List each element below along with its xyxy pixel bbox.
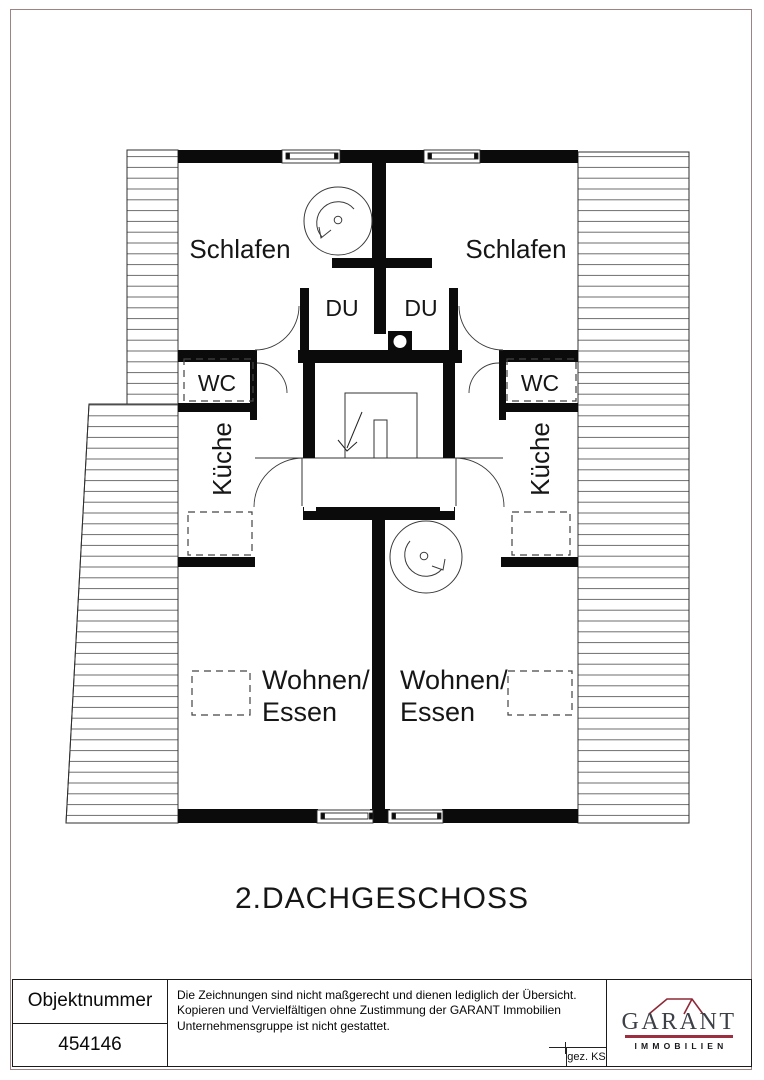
stairwell-bottom-wall <box>303 507 455 520</box>
door-arcs <box>254 306 504 507</box>
room-label-wohnen-right-1: Wohnen/ <box>400 665 508 695</box>
logo-name: GARANT <box>621 1009 737 1036</box>
roof-hatch-right <box>578 152 689 823</box>
room-label-wc-left: WC <box>197 370 237 396</box>
room-label-du-right: DU <box>404 295 438 321</box>
window-top-right <box>424 150 480 163</box>
object-number-label: Objektnummer <box>13 980 167 1024</box>
drawn-by-box: gez. KS <box>566 1047 606 1066</box>
cross-wall <box>332 258 432 268</box>
room-label-wohnen-left-2: Essen <box>262 697 338 727</box>
door-arc-entry-right <box>455 458 504 507</box>
door-arc-schlafen-left <box>255 306 299 350</box>
room-label-kueche-left: Küche <box>207 422 237 496</box>
object-number-value: 454146 <box>58 1033 122 1055</box>
window-top-left <box>282 150 340 163</box>
rotation-symbol-lower <box>390 521 462 593</box>
room-label-wohnen-right-2: Essen <box>400 697 476 727</box>
disclaimer-line-1: Die Zeichnungen sind nicht maßgerecht und dienen lediglich der Übersicht. <box>177 988 577 1002</box>
room-label-du-left: DU <box>325 295 359 321</box>
room-label-wc-right: WC <box>520 370 560 396</box>
center-wall-lower <box>372 520 385 809</box>
rotation-symbol-upper <box>304 187 372 255</box>
stairwell-right-wall <box>443 363 455 458</box>
disclaimer-cell <box>168 980 607 1066</box>
drawn-by-line <box>549 1047 566 1048</box>
window-bottom-right <box>388 810 443 823</box>
door-arc-entry-left <box>254 458 303 507</box>
door-gap-left <box>304 507 316 511</box>
door-arc-schlafen-right <box>459 306 503 350</box>
stairwell-left-wall <box>303 363 315 458</box>
door-gap-right <box>440 507 454 511</box>
staircase <box>338 393 417 458</box>
door-arc-wc-left <box>257 363 287 393</box>
disclaimer-line-3: Unternehmensgruppe ist nicht gestattet. <box>177 1018 390 1033</box>
stair-outline <box>345 393 417 458</box>
footer-title-block <box>12 979 752 1067</box>
roof-window-wohnen-left <box>192 671 250 715</box>
logo-subtitle: IMMOBILIEN <box>634 1040 728 1051</box>
center-wall-upper <box>372 152 386 268</box>
room-label-kueche-right: Küche <box>525 422 555 496</box>
room-label-schlafen-left: Schlafen <box>189 234 291 264</box>
stairwell-top-wall <box>298 350 462 363</box>
room-label-schlafen-right: Schlafen <box>465 234 567 264</box>
roof-window-wohnen-right <box>508 671 572 715</box>
window-bottom-left <box>317 810 373 823</box>
stair-newel <box>374 420 387 458</box>
garant-logo <box>607 980 751 1066</box>
roof-window-kueche-left <box>188 512 252 555</box>
object-number-cell <box>13 980 168 1066</box>
room-label-wohnen-left-1: Wohnen/ <box>262 665 370 695</box>
disclaimer-line-2: Kopieren und Vervielfältigen ohne Zustimmung der GARANT Immobilien <box>177 1003 561 1018</box>
duct-circle <box>394 335 407 348</box>
door-arc-wc-right <box>469 363 499 393</box>
roof-hatch-left-upper <box>127 150 178 404</box>
page-title: 2.DACHGESCHOSS <box>234 882 530 915</box>
logo-rule <box>625 1035 733 1038</box>
roof-window-kueche-right <box>512 512 570 555</box>
roof-hatch-left-lower <box>66 404 178 823</box>
